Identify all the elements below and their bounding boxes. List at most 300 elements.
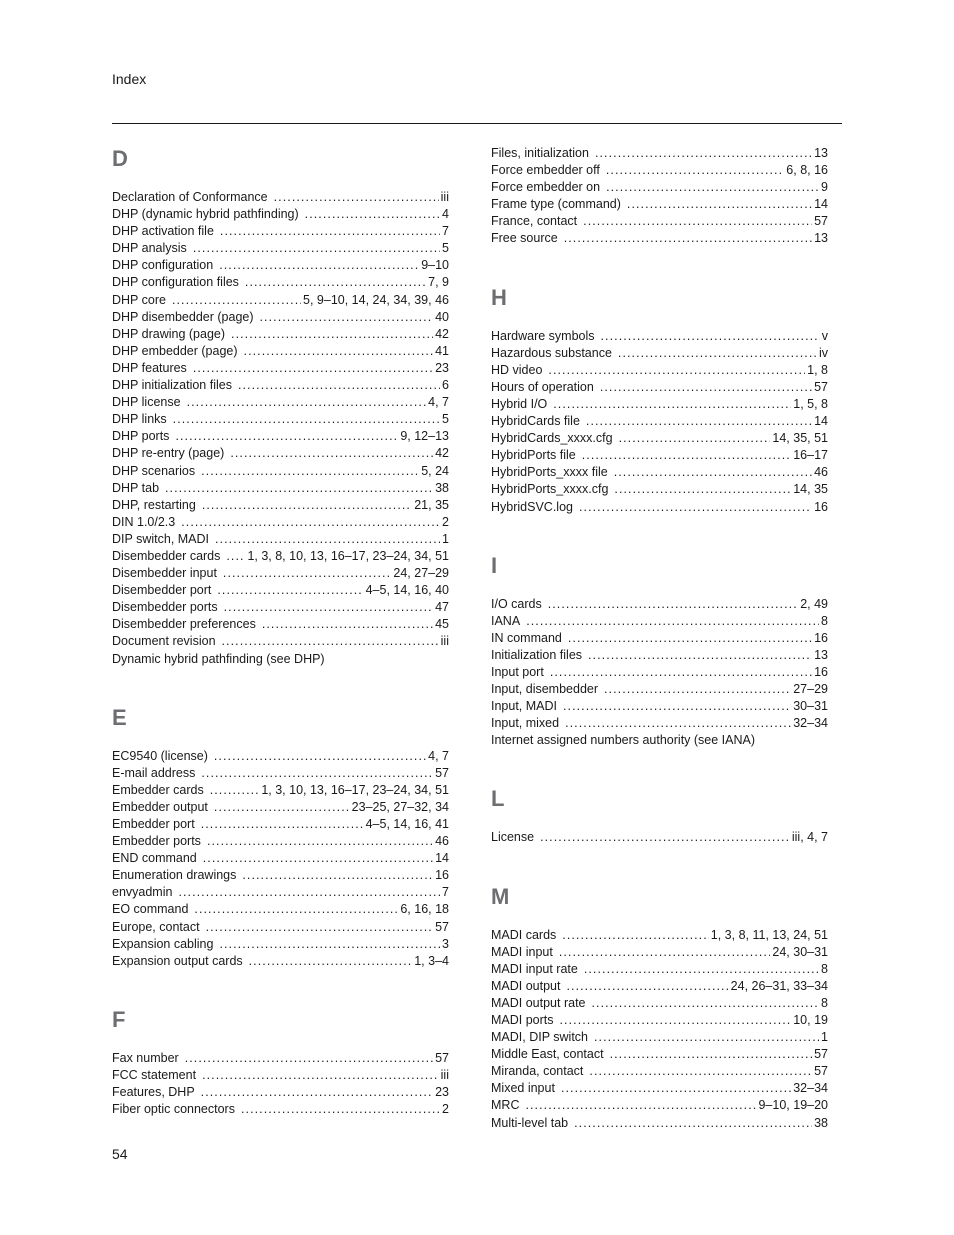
dot-leader	[584, 961, 819, 978]
index-page-refs: 7	[442, 885, 449, 900]
index-page-refs: iv	[818, 345, 828, 360]
index-entry	[112, 394, 449, 411]
dot-leader	[206, 919, 434, 936]
index-term: Hardware symbols	[491, 328, 595, 343]
index-page-refs: 1	[821, 1030, 828, 1045]
dot-leader	[223, 565, 391, 582]
index-entry	[491, 978, 828, 995]
index-page-refs: 9	[821, 180, 828, 195]
index-page-refs: 57	[814, 1047, 828, 1062]
index-entry	[112, 343, 449, 360]
index-term: IANA	[491, 613, 521, 628]
header-rule	[112, 123, 842, 124]
index-page-refs: 4, 7	[428, 748, 449, 763]
dot-leader	[610, 1046, 813, 1063]
index-entry	[112, 377, 449, 394]
index-page-refs: 8	[821, 961, 828, 976]
index-page-refs: 41	[435, 343, 449, 358]
index-entry	[491, 1046, 828, 1063]
index-entry	[112, 206, 449, 223]
index-column-right	[491, 145, 828, 1168]
index-term: IN command	[491, 630, 562, 645]
index-page-refs: 7, 9	[428, 275, 449, 290]
index-entry	[112, 765, 449, 782]
dot-leader	[568, 630, 812, 647]
index-entry	[491, 328, 828, 345]
index-page-refs: 42	[435, 326, 449, 341]
section-letter-heading: M	[491, 883, 510, 909]
index-entry	[491, 499, 828, 516]
section-letter-heading: D	[112, 146, 128, 171]
index-entry	[112, 189, 449, 206]
index-entry	[491, 362, 828, 379]
dot-leader	[588, 647, 812, 664]
index-term: Input, mixed	[491, 716, 560, 731]
index-entry	[491, 647, 828, 664]
dot-leader	[193, 240, 440, 257]
index-term: Dynamic hybrid pathfinding (see DHP)	[112, 651, 325, 666]
page-number: 54	[112, 1146, 128, 1162]
dot-leader	[194, 901, 398, 918]
index-term: MADI ports	[491, 1013, 554, 1027]
index-entry	[112, 901, 449, 918]
index-page-refs: 10, 19	[793, 1013, 828, 1027]
index-page-refs: 5	[442, 412, 449, 427]
index-page-refs: 57	[435, 765, 449, 780]
index-term: DHP configuration	[112, 258, 214, 273]
index-entry	[112, 565, 449, 582]
index-entry	[112, 582, 449, 599]
dot-leader	[175, 428, 398, 445]
dot-leader	[201, 765, 433, 782]
index-entry	[112, 326, 449, 343]
dot-leader	[589, 1063, 812, 1080]
index-entry	[491, 995, 828, 1012]
index-page-refs: 16	[814, 630, 828, 645]
index-term: DHP initialization files	[112, 378, 232, 393]
index-page-refs: 23	[435, 1085, 449, 1100]
index-page-refs: 9, 12–13	[400, 429, 449, 444]
index-term: Miranda, contact	[491, 1064, 584, 1079]
index-term: Free source	[491, 231, 558, 246]
section-letter-heading: L	[491, 786, 505, 812]
index-page-refs: iii, 4, 7	[791, 830, 828, 845]
dot-leader	[560, 1012, 792, 1029]
index-term: I/O cards	[491, 596, 542, 611]
dot-leader	[562, 927, 708, 944]
index-entry	[491, 1063, 828, 1080]
dot-leader	[564, 230, 812, 247]
index-term: HybridCards_xxxx.cfg	[491, 431, 613, 446]
index-term: Declaration of Conformance	[112, 190, 268, 204]
index-page-refs: 1, 3, 8, 11, 13, 24, 51	[710, 927, 828, 942]
index-term: Input port	[491, 664, 544, 679]
dot-leader	[245, 274, 426, 291]
index-term: DHP analysis	[112, 241, 187, 256]
index-entry	[112, 782, 449, 799]
index-entry	[491, 196, 828, 213]
dot-leader	[582, 447, 791, 464]
index-page-refs: 9–10, 19–20	[758, 1098, 828, 1113]
index-entry	[112, 833, 449, 850]
index-section	[491, 552, 828, 750]
index-page-refs: 16–17	[793, 448, 828, 463]
index-page-refs: 13	[814, 231, 828, 246]
section-letter-heading: E	[112, 704, 127, 730]
index-page-refs: 45	[435, 617, 449, 632]
dot-leader	[187, 394, 427, 411]
index-term: France, contact	[491, 214, 578, 229]
dot-leader	[201, 1084, 433, 1101]
index-entry	[491, 413, 828, 430]
dot-leader	[193, 360, 433, 377]
index-section	[491, 284, 828, 516]
dot-leader	[586, 413, 812, 430]
index-term: END command	[112, 851, 197, 866]
index-entry	[112, 223, 449, 240]
dot-leader	[214, 748, 426, 765]
index-term: MADI output rate	[491, 995, 586, 1010]
index-term: MRC	[491, 1098, 520, 1113]
index-term: EO command	[112, 902, 189, 917]
index-page-refs: 4, 7	[428, 395, 449, 410]
index-page-refs: 2, 49	[800, 596, 828, 611]
index-page-refs: 6, 8, 16	[786, 163, 828, 178]
index-page-refs: 57	[814, 1064, 828, 1079]
index-entry	[112, 497, 449, 514]
dot-leader	[548, 596, 798, 613]
index-entry	[491, 630, 828, 647]
index-entry	[491, 379, 828, 396]
running-head-title: Index	[112, 71, 147, 87]
index-page-refs: 32–34	[793, 1081, 828, 1096]
index-page-refs: 57	[814, 214, 828, 229]
index-page-refs: 8	[821, 995, 828, 1010]
dot-leader	[526, 613, 819, 630]
index-entry	[491, 596, 828, 613]
dot-leader	[222, 633, 439, 650]
dot-leader	[606, 179, 819, 196]
index-term: envyadmin	[112, 885, 173, 900]
index-entry	[112, 884, 449, 901]
dot-leader	[579, 499, 812, 516]
dot-leader	[220, 223, 440, 240]
index-page-refs: 38	[814, 1115, 828, 1130]
index-term: DHP ports	[112, 429, 170, 444]
index-entry	[491, 447, 828, 464]
index-entry	[491, 1012, 828, 1029]
index-term: Internet assigned numbers authority (see IANA)	[491, 733, 756, 748]
index-page-refs: 14	[435, 851, 449, 866]
index-page-refs: 1, 3, 10, 13, 16–17, 23–24, 34, 51	[261, 782, 449, 797]
index-term: License	[491, 830, 535, 845]
dot-leader	[219, 936, 440, 953]
index-term: Disembedder input	[112, 566, 217, 581]
dot-leader	[201, 463, 419, 480]
index-page-refs: 13	[814, 647, 828, 662]
index-page-refs: iii	[440, 1067, 449, 1082]
index-page-refs: 14	[814, 414, 828, 429]
dot-leader	[181, 514, 440, 531]
index-term: Embedder cards	[112, 782, 204, 797]
index-term: DHP license	[112, 395, 181, 410]
index-term: Embedder port	[112, 817, 195, 831]
index-term: E-mail address	[112, 765, 196, 780]
index-term: Disembedder ports	[112, 600, 218, 615]
index-entry	[112, 463, 449, 480]
index-page-refs: 4–5, 14, 16, 40	[365, 583, 449, 598]
index-section	[112, 704, 449, 970]
index-term: Hybrid I/O	[491, 396, 548, 411]
index-page-refs: 3	[442, 936, 449, 951]
dot-leader	[202, 497, 412, 514]
dot-leader	[262, 616, 433, 633]
index-term: DHP embedder (page)	[112, 343, 238, 358]
index-term: DHP (dynamic hybrid pathfinding)	[112, 207, 299, 222]
dot-leader	[561, 1080, 791, 1097]
dot-leader	[627, 196, 812, 213]
dot-leader	[241, 1101, 440, 1118]
dot-leader	[595, 145, 812, 162]
index-entry	[491, 430, 828, 447]
index-page-refs: 1, 5, 8	[793, 396, 828, 411]
index-page-refs: 5, 24	[421, 463, 449, 478]
dot-leader	[210, 782, 260, 799]
index-page-refs: 57	[814, 379, 828, 394]
index-entry	[491, 345, 828, 362]
index-column-left	[112, 145, 449, 1154]
index-term: DHP, restarting	[112, 497, 196, 512]
index-entry	[112, 651, 449, 668]
dot-leader	[207, 833, 433, 850]
index-entry	[491, 179, 828, 196]
index-term: DIP switch, MADI	[112, 531, 210, 546]
section-letter-heading: I	[491, 552, 498, 578]
dot-leader	[574, 1115, 812, 1132]
index-page-refs: 16	[814, 664, 828, 679]
index-page-refs: 8	[821, 613, 828, 628]
index-term: MADI input rate	[491, 961, 578, 976]
index-term: HybridSVC.log	[491, 499, 573, 514]
index-section	[112, 1006, 449, 1118]
dot-leader	[548, 362, 805, 379]
index-page-refs: 57	[435, 919, 449, 934]
dot-leader	[606, 162, 784, 179]
index-entry	[112, 309, 449, 326]
dot-leader	[604, 681, 791, 698]
section-letter-heading: F	[112, 1006, 126, 1032]
index-page-refs: 24, 30–31	[772, 944, 828, 959]
index-entry	[491, 481, 828, 498]
index-entry	[112, 633, 449, 650]
index-page-refs: 27–29	[793, 682, 828, 697]
index-term: Mixed input	[491, 1081, 555, 1096]
index-term: DHP links	[112, 412, 167, 427]
index-term: DHP features	[112, 360, 187, 375]
index-entry	[491, 664, 828, 681]
index-entry	[491, 715, 828, 732]
index-page-refs: 57	[435, 1050, 449, 1065]
index-term: Europe, contact	[112, 919, 200, 934]
dot-leader	[203, 850, 433, 867]
index-term: DHP disembedder (page)	[112, 309, 254, 324]
index-page-refs: 16	[814, 499, 828, 514]
dot-leader	[550, 664, 812, 681]
index-page-refs: 13	[814, 146, 828, 160]
dot-leader	[185, 1050, 433, 1067]
index-entry	[491, 944, 828, 961]
index-term: Multi-level tab	[491, 1115, 569, 1130]
index-entry	[491, 1029, 828, 1046]
index-term: DHP configuration files	[112, 275, 239, 290]
index-term: Disembedder port	[112, 583, 212, 598]
dot-leader	[619, 430, 771, 447]
index-page-refs: v	[821, 328, 828, 343]
index-term: Force embedder on	[491, 180, 601, 195]
index-entry	[112, 936, 449, 953]
index-entry	[491, 213, 828, 230]
index-entry	[491, 613, 828, 630]
dot-leader	[165, 480, 433, 497]
index-term: MADI cards	[491, 927, 557, 942]
index-term: Fax number	[112, 1050, 179, 1065]
index-page-refs: 46	[435, 834, 449, 849]
index-page-refs: 6	[442, 378, 449, 393]
index-term: DHP scenarios	[112, 463, 196, 478]
index-page-refs: 5	[442, 241, 449, 256]
dot-leader	[565, 715, 791, 732]
index-entry	[491, 464, 828, 481]
dot-leader	[242, 867, 433, 884]
index-entry	[491, 698, 828, 715]
index-entry	[112, 748, 449, 765]
index-page-refs: 4–5, 14, 16, 41	[365, 817, 449, 831]
index-page-refs: 23	[435, 360, 449, 375]
dot-leader	[553, 396, 791, 413]
dot-leader	[215, 531, 440, 548]
index-term: Features, DHP	[112, 1085, 195, 1100]
dot-leader	[231, 326, 433, 343]
index-page-refs: 47	[435, 600, 449, 615]
index-term: Disembedder preferences	[112, 617, 256, 632]
index-entry	[112, 531, 449, 548]
index-term: HybridPorts_xxxx file	[491, 465, 608, 480]
index-section	[491, 145, 828, 248]
dot-leader	[230, 445, 433, 462]
index-page-refs: 40	[435, 309, 449, 324]
index-section	[112, 145, 449, 668]
index-entry	[491, 162, 828, 179]
dot-leader	[214, 799, 350, 816]
index-term: MADI input	[491, 944, 553, 959]
index-entry	[112, 616, 449, 633]
index-entry	[491, 829, 828, 846]
dot-leader	[594, 1029, 819, 1046]
index-page-refs: iii	[440, 190, 449, 204]
dot-leader	[614, 481, 791, 498]
index-section	[491, 883, 828, 1132]
index-term: DHP core	[112, 292, 166, 307]
index-term: Expansion cabling	[112, 936, 214, 951]
index-term: FCC statement	[112, 1067, 197, 1082]
index-entry	[112, 428, 449, 445]
index-term: MADI, DIP switch	[491, 1030, 589, 1045]
index-entry	[491, 230, 828, 247]
index-entry	[112, 919, 449, 936]
dot-leader	[614, 464, 812, 481]
dot-leader	[238, 377, 440, 394]
index-page-refs: 2	[442, 514, 449, 529]
index-term: Disembedder cards	[112, 548, 221, 563]
index-entry	[491, 732, 828, 749]
index-term: HybridCards file	[491, 414, 580, 429]
dot-leader	[201, 816, 364, 833]
dot-leader	[249, 953, 413, 970]
index-term: Middle East, contact	[491, 1047, 604, 1062]
dot-leader	[219, 257, 419, 274]
index-page-refs: 6, 16, 18	[400, 902, 449, 917]
dot-leader	[525, 1097, 756, 1114]
dot-leader	[274, 189, 439, 206]
index-page-refs: 14	[814, 197, 828, 212]
index-page-refs: 46	[814, 465, 828, 480]
index-page-refs: 24, 27–29	[393, 566, 449, 581]
index-entry	[491, 961, 828, 978]
index-page-refs: 30–31	[793, 699, 828, 714]
dot-leader	[563, 698, 791, 715]
index-entry	[112, 599, 449, 616]
index-term: Embedder output	[112, 799, 208, 814]
index-page-refs: 9–10	[421, 258, 449, 273]
index-entry	[491, 1097, 828, 1114]
dot-leader	[178, 884, 440, 901]
index-term: DHP drawing (page)	[112, 326, 226, 341]
section-letter-heading: H	[491, 284, 507, 310]
index-entry	[112, 1067, 449, 1084]
dot-leader	[583, 213, 812, 230]
index-term: Force embedder off	[491, 163, 600, 178]
index-entry	[112, 816, 449, 833]
dot-leader	[217, 582, 363, 599]
index-entry	[112, 445, 449, 462]
index-term: Files, initialization	[491, 146, 589, 160]
dot-leader	[226, 548, 245, 565]
index-entry	[112, 953, 449, 970]
index-term: HD video	[491, 362, 543, 377]
index-page-refs: iii	[440, 634, 449, 649]
index-entry	[112, 1050, 449, 1067]
index-entry	[112, 867, 449, 884]
dot-leader	[566, 978, 728, 995]
index-entry	[491, 145, 828, 162]
index-term: Enumeration drawings	[112, 868, 237, 883]
index-term: Input, MADI	[491, 699, 557, 714]
dot-leader	[618, 345, 817, 362]
index-page-refs: 1	[442, 531, 449, 546]
index-page-refs: 16	[435, 868, 449, 883]
index-entry	[112, 240, 449, 257]
index-term: Document revision	[112, 634, 216, 649]
dot-leader	[173, 411, 440, 428]
index-term: MADI output	[491, 978, 561, 993]
dot-leader	[244, 343, 434, 360]
index-page-refs: 23–25, 27–32, 34	[351, 799, 449, 814]
index-section	[491, 785, 828, 846]
dot-leader	[559, 944, 771, 961]
index-page-refs: 4	[442, 207, 449, 222]
index-entry	[112, 411, 449, 428]
index-term: HybridPorts file	[491, 448, 576, 463]
